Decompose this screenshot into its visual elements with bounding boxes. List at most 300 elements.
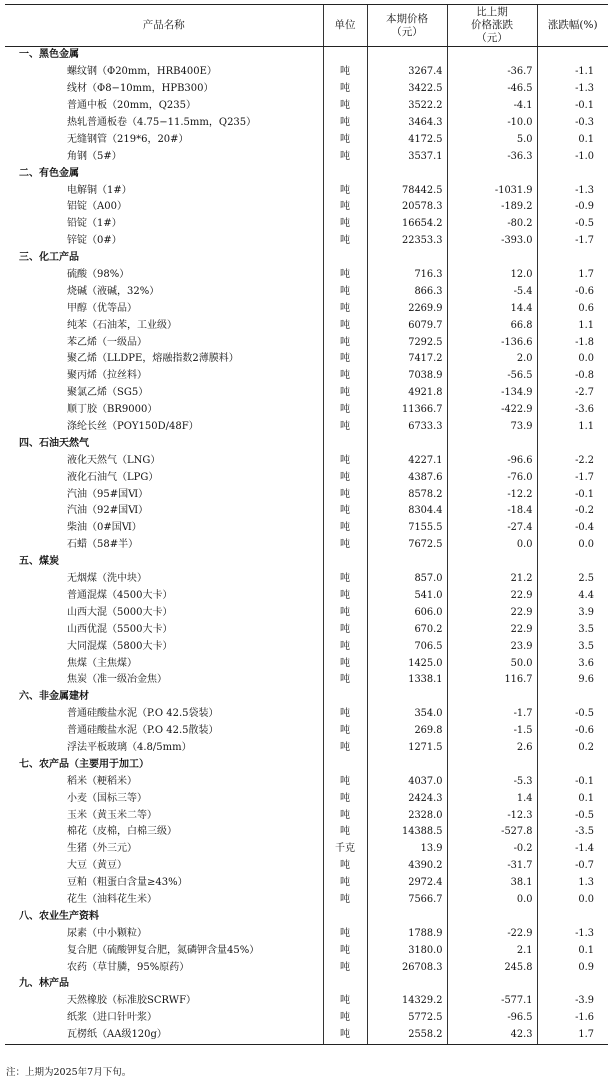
category-change [447, 756, 537, 773]
product-change: -577.1 [447, 993, 537, 1010]
table-row [5, 1027, 608, 1044]
product-pct: -1.3 [537, 81, 608, 98]
category-price [367, 976, 447, 993]
table-row [5, 98, 608, 115]
table-row [5, 773, 608, 790]
product-name: 电解铜（1#） [67, 184, 132, 196]
product-pct: 0.1 [537, 131, 608, 148]
table-row [5, 520, 608, 537]
product-price: 8304.4 [367, 503, 447, 520]
product-change: -31.7 [447, 858, 537, 875]
product-pct: -1.7 [537, 233, 608, 250]
product-pct: 1.7 [537, 1027, 608, 1044]
category-row [5, 908, 608, 925]
product-unit: 吨 [323, 1010, 367, 1027]
product-pct: 0.9 [537, 959, 608, 976]
category-pct [537, 689, 608, 706]
product-name: 甲醇（优等品） [67, 302, 137, 314]
product-name: 螺纹钢（Φ20mm，HRB400E） [67, 66, 217, 78]
product-change: -189.2 [447, 199, 537, 216]
product-change: -422.9 [447, 402, 537, 419]
table-row [5, 216, 608, 233]
product-price: 4921.8 [367, 385, 447, 402]
table-row [5, 892, 608, 909]
product-unit: 吨 [323, 199, 367, 216]
product-pct: 1.7 [537, 267, 608, 284]
table-row [5, 925, 608, 942]
product-name: 稻米（粳稻米） [67, 775, 137, 787]
category-price [367, 250, 447, 267]
product-pct: -0.5 [537, 216, 608, 233]
product-pct: -0.5 [537, 706, 608, 723]
product-price: 13.9 [367, 841, 447, 858]
category-change [447, 435, 537, 452]
table-row [5, 740, 608, 757]
table-row [5, 875, 608, 892]
product-name: 大豆（黄豆） [67, 860, 127, 872]
product-change: -46.5 [447, 81, 537, 98]
product-pct: 3.5 [537, 638, 608, 655]
product-change: -1.5 [447, 723, 537, 740]
product-name: 线材（Φ8−10mm，HPB300） [67, 83, 214, 95]
table-row [5, 368, 608, 385]
table-row [5, 64, 608, 81]
product-pct: 1.3 [537, 875, 608, 892]
product-change: 22.9 [447, 604, 537, 621]
category-pct [537, 976, 608, 993]
table-row [5, 182, 608, 199]
product-unit: 吨 [323, 148, 367, 165]
table-row [5, 148, 608, 165]
product-price: 4390.2 [367, 858, 447, 875]
table-row [5, 858, 608, 875]
product-change: 66.8 [447, 317, 537, 334]
product-price: 26708.3 [367, 959, 447, 976]
product-unit: 吨 [323, 824, 367, 841]
table-row [5, 588, 608, 605]
table-row [5, 672, 608, 689]
product-pct: -2.2 [537, 452, 608, 469]
product-change: -56.5 [447, 368, 537, 385]
product-price: 541.0 [367, 588, 447, 605]
product-unit: 吨 [323, 892, 367, 909]
product-pct: -1.3 [537, 182, 608, 199]
product-price: 7417.2 [367, 351, 447, 368]
product-pct: -2.7 [537, 385, 608, 402]
product-name: 聚乙烯（LLDPE，熔融指数2薄膜料） [67, 353, 239, 365]
product-change: -22.9 [447, 925, 537, 942]
category-unit [323, 47, 367, 64]
product-price: 20578.3 [367, 199, 447, 216]
product-pct: 0.0 [537, 892, 608, 909]
product-unit: 吨 [323, 385, 367, 402]
product-name: 汽油（92#国Ⅵ） [67, 505, 149, 517]
category-unit [323, 908, 367, 925]
product-unit: 吨 [323, 621, 367, 638]
category-row [5, 976, 608, 993]
product-change: 50.0 [447, 655, 537, 672]
product-price: 6079.7 [367, 317, 447, 334]
product-change: 38.1 [447, 875, 537, 892]
product-name: 铝锭（A00） [67, 201, 127, 213]
product-name: 尿素（中小颗粒） [67, 927, 147, 939]
product-name: 聚氯乙烯（SG5） [67, 387, 149, 399]
product-name: 瓦楞纸（AA级120g） [5, 1027, 323, 1044]
table-row [5, 959, 608, 976]
product-unit: 吨 [323, 402, 367, 419]
header-product-name: 产品名称 [5, 5, 323, 47]
product-pct: 1.1 [537, 419, 608, 436]
product-price: 3537.1 [367, 148, 447, 165]
category-row [5, 554, 608, 571]
category-pct [537, 250, 608, 267]
product-change: 5.0 [447, 131, 537, 148]
product-name: 铅锭（1#） [67, 218, 122, 230]
product-change: -1.7 [447, 706, 537, 723]
product-price: 354.0 [367, 706, 447, 723]
product-pct: 9.6 [537, 672, 608, 689]
product-unit: 吨 [323, 993, 367, 1010]
product-unit: 吨 [323, 283, 367, 300]
product-change: 22.9 [447, 621, 537, 638]
product-name: 大同混煤（5800大卡） [67, 640, 173, 652]
product-unit: 吨 [323, 588, 367, 605]
table-row [5, 706, 608, 723]
product-name: 普通混煤（4500大卡） [67, 589, 173, 601]
product-change: 2.1 [447, 942, 537, 959]
header-unit: 单位 [323, 5, 367, 47]
product-unit: 吨 [323, 638, 367, 655]
product-unit: 吨 [323, 942, 367, 959]
product-name: 无烟煤（洗中块） [67, 573, 147, 585]
product-price: 1338.1 [367, 672, 447, 689]
product-price: 3267.4 [367, 64, 447, 81]
product-price: 3464.3 [367, 115, 447, 132]
product-price: 7038.9 [367, 368, 447, 385]
product-name: 小麦（国标三等） [67, 792, 147, 804]
product-name: 液化天然气（LNG） [67, 454, 161, 466]
product-unit: 吨 [323, 537, 367, 554]
product-pct: 0.0 [537, 351, 608, 368]
table-row [5, 233, 608, 250]
category-unit [323, 689, 367, 706]
table-row [5, 807, 608, 824]
category-change [447, 250, 537, 267]
header-pct: 涨跌幅(%) [537, 5, 608, 47]
product-change: -96.5 [447, 1010, 537, 1027]
product-price: 4227.1 [367, 452, 447, 469]
category-price [367, 689, 447, 706]
product-change: 116.7 [447, 672, 537, 689]
product-price: 22353.3 [367, 233, 447, 250]
table-row [5, 452, 608, 469]
product-price: 2972.4 [367, 875, 447, 892]
category-pct [537, 165, 608, 182]
category-title: 八、农业生产资料 [19, 910, 99, 922]
product-unit: 吨 [323, 925, 367, 942]
product-change: -76.0 [447, 469, 537, 486]
product-unit: 吨 [323, 81, 367, 98]
product-price: 3180.0 [367, 942, 447, 959]
product-name: 浮法平板玻璃（4.8/5mm） [67, 741, 192, 753]
product-change: -36.7 [447, 64, 537, 81]
category-pct [537, 756, 608, 773]
product-unit: 吨 [323, 807, 367, 824]
product-unit: 吨 [323, 655, 367, 672]
product-name: 热轧普通板卷（4.75−11.5mm，Q235） [67, 117, 257, 128]
category-unit [323, 554, 367, 571]
product-name: 烧碱（液碱，32%） [67, 285, 160, 297]
product-change: 23.9 [447, 638, 537, 655]
table-row [5, 993, 608, 1010]
product-pct: 0.1 [537, 942, 608, 959]
product-name: 硫酸（98%） [67, 269, 130, 281]
product-unit: 吨 [323, 317, 367, 334]
table-row [5, 824, 608, 841]
product-unit: 吨 [323, 452, 367, 469]
product-price: 2558.2 [367, 1027, 447, 1044]
table-row [5, 115, 608, 132]
header-change: 比上期 价格涨跌 （元） [447, 5, 537, 47]
product-change: -5.4 [447, 283, 537, 300]
product-change: -0.2 [447, 841, 537, 858]
product-change: 14.4 [447, 300, 537, 317]
product-pct: 0.1 [537, 790, 608, 807]
table-row [5, 351, 608, 368]
table-row [5, 402, 608, 419]
product-name: 豆粕（粗蛋白含量≥43%） [67, 877, 188, 889]
table-header [5, 5, 608, 47]
product-change: -36.3 [447, 148, 537, 165]
product-name: 纸浆（进口针叶浆） [67, 1012, 157, 1024]
category-price [367, 756, 447, 773]
product-pct: -1.8 [537, 334, 608, 351]
product-pct: -1.6 [537, 1010, 608, 1027]
category-unit [323, 165, 367, 182]
product-unit: 吨 [323, 571, 367, 588]
product-pct: -1.1 [537, 64, 608, 81]
product-pct: 0.2 [537, 740, 608, 757]
table-row [5, 267, 608, 284]
product-price: 1425.0 [367, 655, 447, 672]
table-row [5, 81, 608, 98]
category-title: 九、林产品 [19, 978, 69, 990]
category-change [447, 47, 537, 64]
product-name: 玉米（黄玉米二等） [67, 809, 157, 821]
product-change: -12.3 [447, 807, 537, 824]
product-name: 山西优混（5500大卡） [67, 623, 173, 635]
product-unit: 吨 [323, 267, 367, 284]
product-name: 棉花（皮棉，白棉三级） [67, 826, 177, 838]
product-price: 4037.0 [367, 773, 447, 790]
category-title: 二、有色金属 [19, 167, 79, 179]
product-pct: -0.1 [537, 98, 608, 115]
product-change: -10.0 [447, 115, 537, 132]
product-unit: 吨 [323, 300, 367, 317]
product-unit: 吨 [323, 672, 367, 689]
product-change: -80.2 [447, 216, 537, 233]
product-name: 焦炭（准一级冶金焦） [67, 674, 167, 686]
product-change: 1.4 [447, 790, 537, 807]
product-price: 4172.5 [367, 131, 447, 148]
product-price: 8578.2 [367, 486, 447, 503]
category-change [447, 165, 537, 182]
product-name: 无缝钢管（219*6，20#） [67, 133, 189, 145]
category-pct [537, 435, 608, 452]
category-change [447, 976, 537, 993]
category-row [5, 435, 608, 452]
category-unit [323, 756, 367, 773]
table-row [5, 283, 608, 300]
product-unit: 吨 [323, 604, 367, 621]
product-pct: -3.5 [537, 824, 608, 841]
category-row [5, 47, 608, 64]
product-name: 普通中板（20mm，Q235） [67, 100, 196, 112]
product-name: 液化石油气（LPG） [67, 471, 159, 483]
category-row [5, 689, 608, 706]
product-change: -12.2 [447, 486, 537, 503]
table-row [5, 300, 608, 317]
category-title: 三、化工产品 [19, 252, 79, 264]
product-unit: 吨 [323, 115, 367, 132]
product-name: 涤纶长丝（POY150D/48F） [67, 421, 199, 433]
product-unit: 吨 [323, 233, 367, 250]
product-change: 0.0 [447, 892, 537, 909]
product-name: 顺丁胶（BR9000） [67, 404, 158, 416]
product-price: 857.0 [367, 571, 447, 588]
product-pct: -0.6 [537, 283, 608, 300]
product-price: 1271.5 [367, 740, 447, 757]
category-change [447, 908, 537, 925]
product-unit: 吨 [323, 875, 367, 892]
product-unit: 千克 [323, 841, 367, 858]
product-change: -134.9 [447, 385, 537, 402]
table-row [5, 571, 608, 588]
product-unit: 吨 [323, 740, 367, 757]
product-pct: -0.7 [537, 858, 608, 875]
table-body [5, 47, 608, 1045]
product-price: 716.3 [367, 267, 447, 284]
product-name: 普通硅酸盐水泥（P.O 42.5散装） [67, 725, 219, 737]
product-change: -136.6 [447, 334, 537, 351]
product-name: 农药（草甘膦，95%原药） [67, 961, 190, 973]
product-pct: -3.6 [537, 402, 608, 419]
table-row [5, 317, 608, 334]
product-price: 6733.3 [367, 419, 447, 436]
product-price: 14388.5 [367, 824, 447, 841]
product-pct: -1.3 [537, 925, 608, 942]
product-unit: 吨 [323, 334, 367, 351]
product-pct: 0.6 [537, 300, 608, 317]
product-name: 聚丙烯（拉丝料） [67, 370, 147, 382]
product-pct: -1.0 [537, 148, 608, 165]
product-price: 2269.9 [367, 300, 447, 317]
product-pct: -0.2 [537, 503, 608, 520]
product-name: 山西大混（5000大卡） [67, 606, 173, 618]
category-price [367, 47, 447, 64]
category-change [447, 689, 537, 706]
product-pct: 3.9 [537, 604, 608, 621]
category-price [367, 165, 447, 182]
product-change: 73.9 [447, 419, 537, 436]
product-pct: -1.7 [537, 469, 608, 486]
product-unit: 吨 [323, 216, 367, 233]
table-row [5, 503, 608, 520]
product-change: 2.0 [447, 351, 537, 368]
table-row [5, 385, 608, 402]
table-row [5, 723, 608, 740]
product-pct: -3.9 [537, 993, 608, 1010]
product-price: 606.0 [367, 604, 447, 621]
product-price: 7566.7 [367, 892, 447, 909]
category-row [5, 165, 608, 182]
product-price: 4387.6 [367, 469, 447, 486]
product-name: 普通硅酸盐水泥（P.O 42.5袋装） [67, 708, 219, 720]
product-pct: -0.8 [537, 368, 608, 385]
product-unit: 吨 [323, 351, 367, 368]
product-price: 2328.0 [367, 807, 447, 824]
category-title: 四、石油天然气 [19, 437, 89, 449]
category-pct [537, 47, 608, 64]
product-price: 11366.7 [367, 402, 447, 419]
table-row [5, 537, 608, 554]
product-pct: -0.6 [537, 723, 608, 740]
product-pct: -0.5 [537, 807, 608, 824]
product-price: 3522.2 [367, 98, 447, 115]
product-unit: 吨 [323, 419, 367, 436]
product-unit: 吨 [323, 858, 367, 875]
product-price: 78442.5 [367, 182, 447, 199]
table-row [5, 469, 608, 486]
product-unit: 吨 [323, 182, 367, 199]
product-change: 245.8 [447, 959, 537, 976]
product-name: 锌锭（0#） [67, 235, 122, 247]
product-change: 0.0 [447, 537, 537, 554]
product-unit: 吨 [323, 790, 367, 807]
product-pct: -0.1 [537, 486, 608, 503]
product-name: 苯乙烯（一级品） [67, 336, 147, 348]
product-name: 天然橡胶（标准胶SCRWF） [67, 995, 197, 1007]
category-pct [537, 554, 608, 571]
product-unit: 吨 [323, 723, 367, 740]
product-unit: 吨 [323, 469, 367, 486]
product-pct: -0.9 [537, 199, 608, 216]
table-row [5, 419, 608, 436]
product-change: -27.4 [447, 520, 537, 537]
category-pct [537, 908, 608, 925]
product-price: 14329.2 [367, 993, 447, 1010]
category-change [447, 554, 537, 571]
product-pct: 4.4 [537, 588, 608, 605]
category-unit [323, 250, 367, 267]
product-change: -18.4 [447, 503, 537, 520]
table-row [5, 131, 608, 148]
product-price: 7155.5 [367, 520, 447, 537]
table-row [5, 942, 608, 959]
product-change: -4.1 [447, 98, 537, 115]
product-price: 5772.5 [367, 1010, 447, 1027]
product-change: -527.8 [447, 824, 537, 841]
product-unit: 吨 [323, 959, 367, 976]
product-unit: 吨 [323, 486, 367, 503]
table-row [5, 199, 608, 216]
product-price: 3422.5 [367, 81, 447, 98]
product-change: 22.9 [447, 588, 537, 605]
product-price: 2424.3 [367, 790, 447, 807]
product-change: -393.0 [447, 233, 537, 250]
price-table [5, 4, 608, 1045]
product-price: 706.5 [367, 638, 447, 655]
